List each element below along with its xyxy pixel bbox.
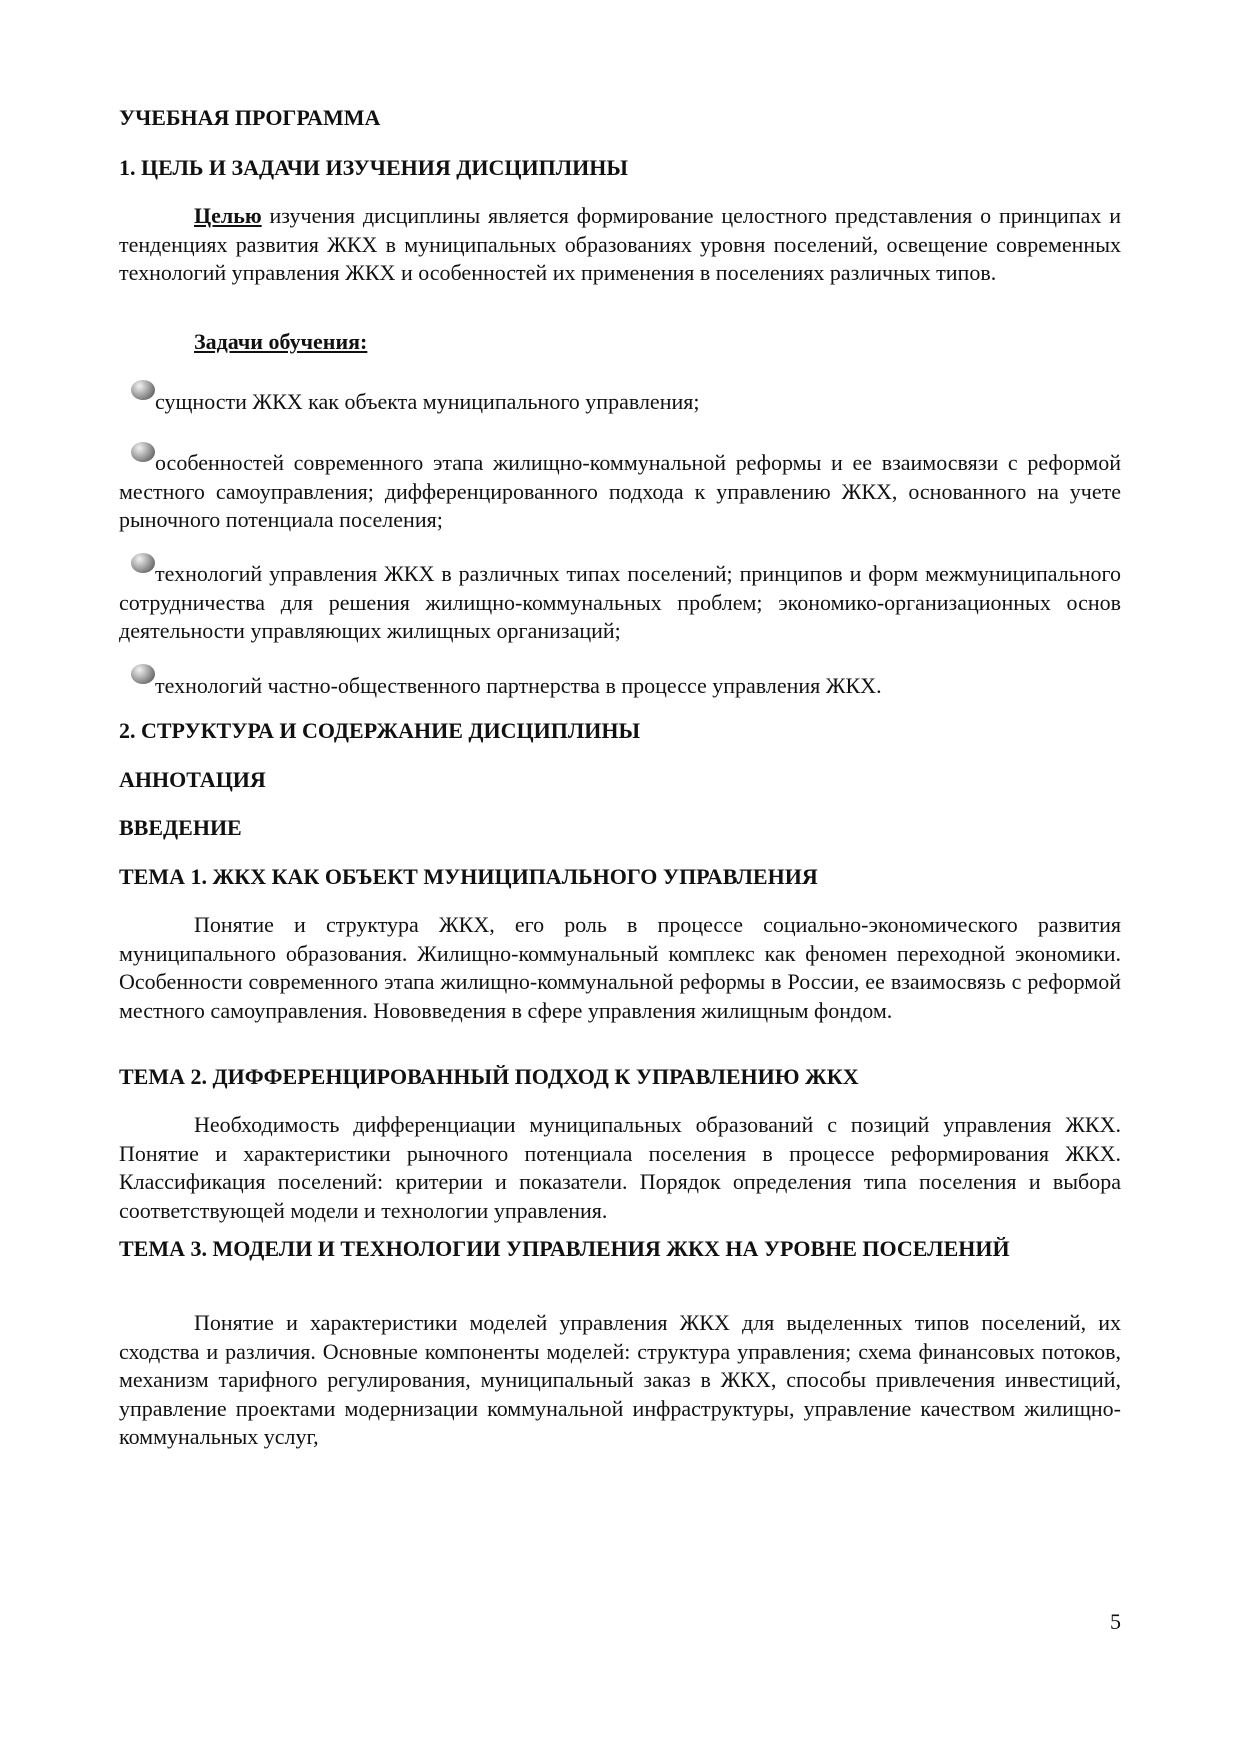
section1-heading: 1. ЦЕЛЬ И ЗАДАЧИ ИЗУЧЕНИЯ ДИСЦИПЛИНЫ — [119, 155, 628, 180]
topic2-paragraph: Необходимость дифференциации муниципальных образований с позиций управления ЖКХ. Понятие и характеристики рыночного потенциала поселения в процессе реформирования ЖКХ. Классификация поселений: критерии и показатели. Порядок определения типа поселения и выбора соответствующей модели и технологии управления. — [119, 1112, 1121, 1223]
task-item-4: технологий частно-общественного партнерства в процессе управления ЖКХ. — [155, 673, 882, 698]
goal-text: изучения дисциплины является формирование целостного представления о принципах и тенденциях развития ЖКХ в муниципальных образованиях уровня поселений, освещение современных технологий управления ЖКХ и особенностей их применения в поселениях различных типов. — [119, 203, 1121, 285]
section2-heading: 2. СТРУКТУРА И СОДЕРЖАНИЕ ДИСЦИПЛИНЫ — [119, 718, 641, 743]
page-number: 5 — [1110, 1609, 1121, 1634]
task-item-3: технологий управления ЖКХ в различных типах поселений; принципов и форм межмуниципального сотрудничества для решения жилищно-коммунальных проблем; экономико-организационных основ деятельности управляющих жилищных организаций; — [119, 561, 1121, 643]
topic3-paragraph: Понятие и характеристики моделей управления ЖКХ для выделенных типов поселений, их сходства и различия. Основные компоненты моделей: структура управления; схема финансовых потоков, механизм тарифного регулирования, муниципальный заказ в ЖКХ, способы привлечения инвестиций, управление проектами модернизации коммунальной инфраструктуры, управление качеством жилищно-коммунальных услуг, — [119, 1310, 1121, 1449]
goal-paragraph — [119, 202, 1121, 288]
task-item-2: особенностей современного этапа жилищно-коммунальной реформы и ее взаимосвязи с реформой местного самоуправления; дифференцированного подхода к управлению ЖКХ, основанного на учете рыночного потенциала поселения; — [119, 450, 1121, 532]
task-item-1: сущности ЖКХ как объекта муниципального управления; — [155, 389, 700, 414]
topic1-paragraph: Понятие и структура ЖКХ, его роль в процессе социально-экономического развития муниципального образования. Жилищно-коммунальный комплекс как феномен переходной экономики. Особенности современного этапа жилищно-коммунальной реформы в России, ее взаимосвязь с реформой местного самоуправления. Нововведения в сфере управления жилищным фондом. — [119, 912, 1121, 1023]
topic1-heading: ТЕМА 1. ЖКХ КАК ОБЪЕКТ МУНИЦИПАЛЬНОГО УПРАВЛЕНИЯ — [119, 864, 818, 889]
annotation-heading: АННОТАЦИЯ — [119, 767, 266, 792]
topic3-heading: ТЕМА 3. МОДЕЛИ И ТЕХНОЛОГИИ УПРАВЛЕНИЯ ЖКХ НА УРОВНЕ ПОСЕЛЕНИЙ — [119, 1236, 1010, 1261]
goal-lead: Целью — [194, 203, 262, 228]
document-page — [119, 0, 1121, 1754]
introduction-heading: ВВЕДЕНИЕ — [119, 815, 242, 840]
topic2-heading: ТЕМА 2. ДИФФЕРЕНЦИРОВАННЫЙ ПОДХОД К УПРАВЛЕНИЮ ЖКХ — [119, 1064, 859, 1089]
program-heading: УЧЕБНАЯ ПРОГРАММА — [119, 105, 381, 130]
tasks-heading: Задачи обучения: — [194, 329, 368, 354]
